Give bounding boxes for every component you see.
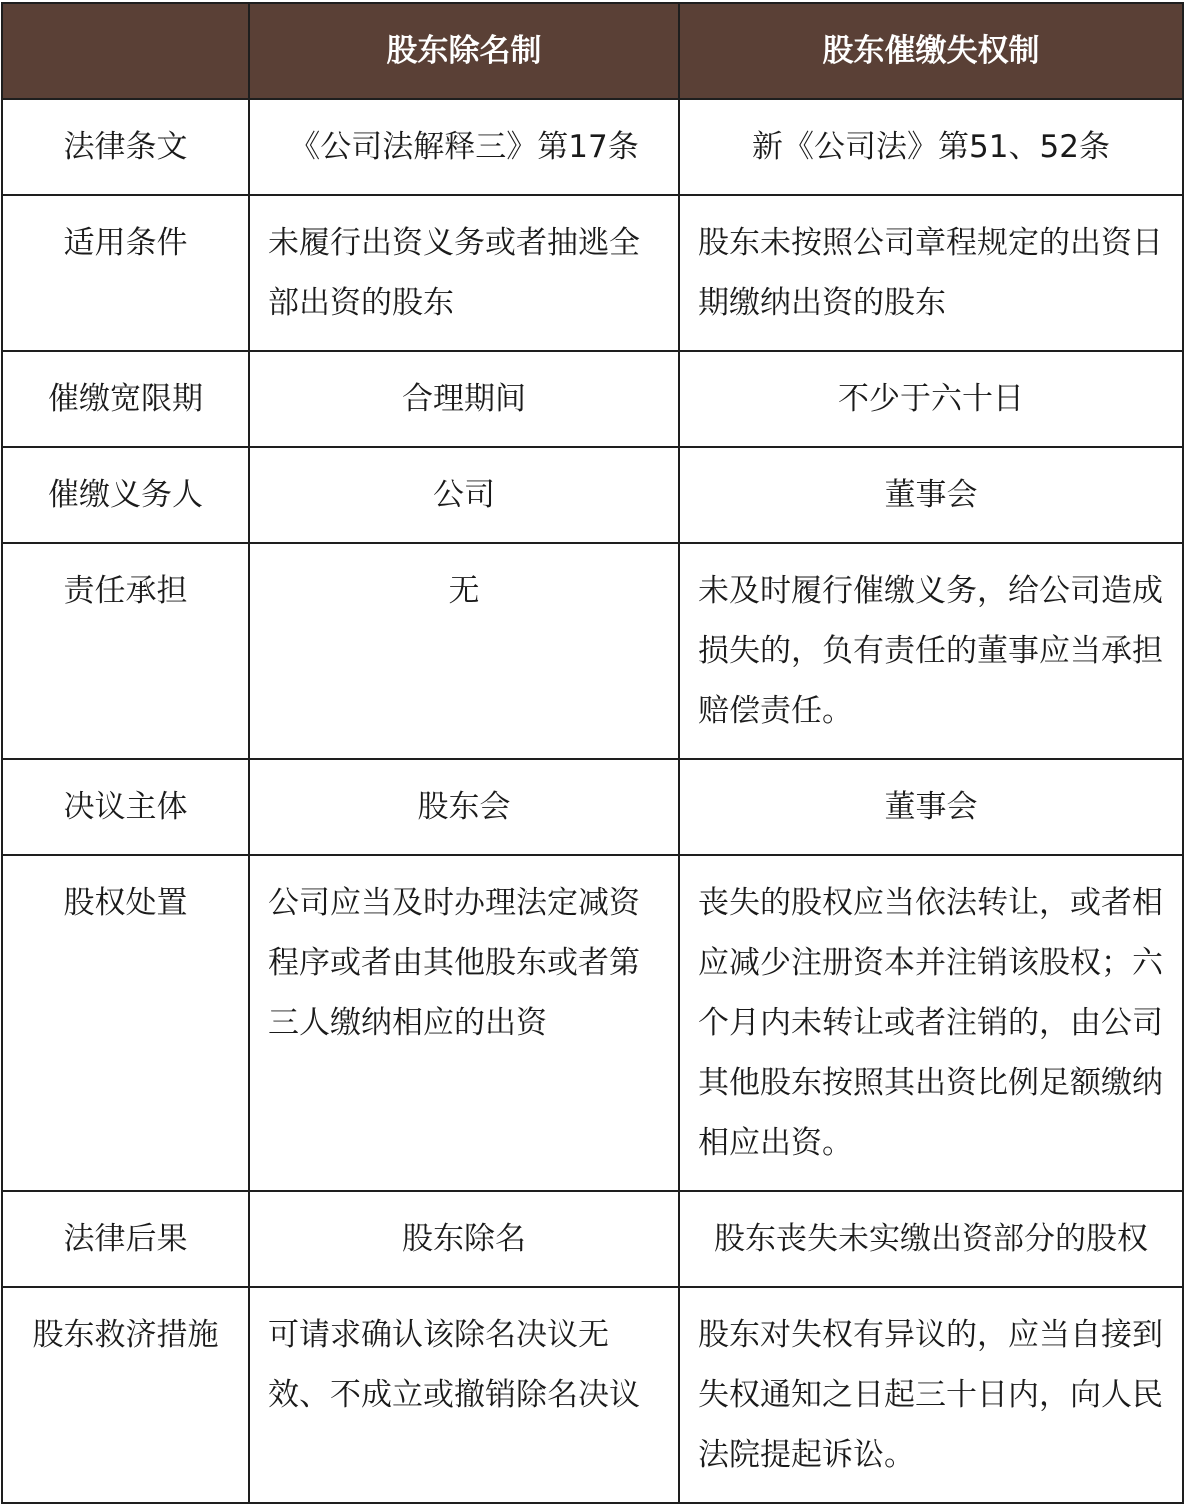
comparison-table (1, 2, 1184, 1504)
expulsion-cell: 公司应当及时办理法定减资程序或者由其他股东或者第三人缴纳相应的出资 (249, 855, 679, 1191)
expulsion-cell: 可请求确认该除名决议无效、不成立或撤销除名决议 (249, 1287, 679, 1503)
forfeiture-cell: 股东未按照公司章程规定的出资日期缴纳出资的股东 (679, 195, 1183, 351)
forfeiture-cell: 不少于六十日 (679, 351, 1183, 447)
row-label: 催缴义务人 (2, 447, 249, 543)
forfeiture-cell: 董事会 (679, 759, 1183, 855)
row-label: 决议主体 (2, 759, 249, 855)
row-label: 适用条件 (2, 195, 249, 351)
row-label: 股权处置 (2, 855, 249, 1191)
header-shareholder-expulsion: 股东除名制 (249, 3, 679, 99)
table-row (2, 99, 1183, 195)
forfeiture-cell: 股东丧失未实缴出资部分的股权 (679, 1191, 1183, 1287)
forfeiture-cell: 丧失的股权应当依法转让，或者相应减少注册资本并注销该股权；六个月内未转让或者注销的，由公司其他股东按照其出资比例足额缴纳相应出资。 (679, 855, 1183, 1191)
forfeiture-cell: 新《公司法》第51、52条 (679, 99, 1183, 195)
row-label: 催缴宽限期 (2, 351, 249, 447)
forfeiture-cell: 未及时履行催缴义务，给公司造成损失的，负有责任的董事应当承担赔偿责任。 (679, 543, 1183, 759)
expulsion-cell: 股东除名 (249, 1191, 679, 1287)
forfeiture-cell: 股东对失权有异议的，应当自接到失权通知之日起三十日内，向人民法院提起诉讼。 (679, 1287, 1183, 1503)
table-row (2, 1191, 1183, 1287)
expulsion-cell: 合理期间 (249, 351, 679, 447)
expulsion-cell: 未履行出资义务或者抽逃全部出资的股东 (249, 195, 679, 351)
row-label: 股东救济措施 (2, 1287, 249, 1503)
table-row (2, 1287, 1183, 1503)
table-row (2, 195, 1183, 351)
expulsion-cell: 公司 (249, 447, 679, 543)
expulsion-cell: 股东会 (249, 759, 679, 855)
table-row (2, 351, 1183, 447)
forfeiture-cell: 董事会 (679, 447, 1183, 543)
header-shareholder-forfeiture: 股东催缴失权制 (679, 3, 1183, 99)
expulsion-cell: 无 (249, 543, 679, 759)
row-label: 责任承担 (2, 543, 249, 759)
table-row (2, 447, 1183, 543)
table-row (2, 855, 1183, 1191)
table-row (2, 759, 1183, 855)
row-label: 法律后果 (2, 1191, 249, 1287)
expulsion-cell: 《公司法解释三》第17条 (249, 99, 679, 195)
table-row (2, 543, 1183, 759)
header-row (2, 3, 1183, 99)
row-label: 法律条文 (2, 99, 249, 195)
header-corner (2, 3, 249, 99)
